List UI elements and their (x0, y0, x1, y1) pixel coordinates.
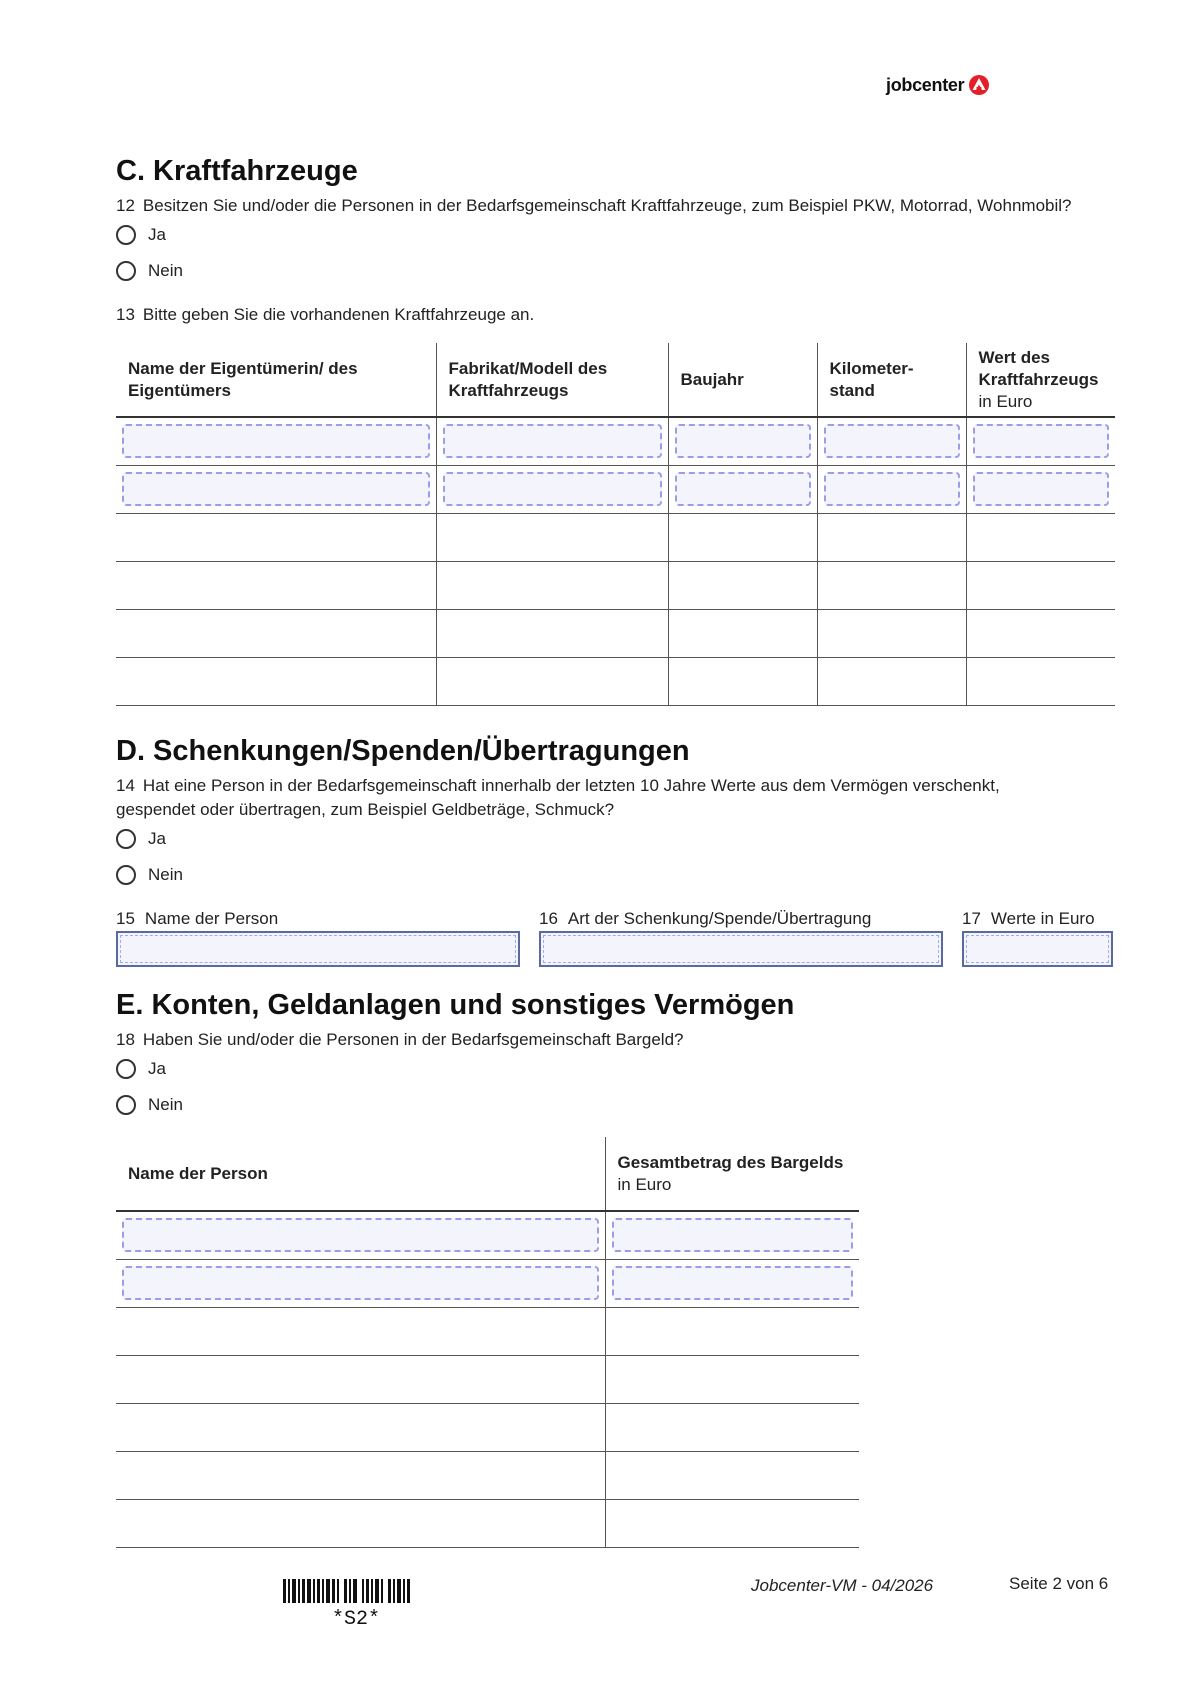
question-18: 18 Haben Sie und/oder die Personen in der Bedarfsgemeinschaft Bargeld? (116, 1030, 684, 1049)
section-d-title: D. Schenkungen/Spenden/Übertragungen (116, 735, 690, 767)
col-owner: Name der Eigentümerin/ des Eigentümers (116, 343, 436, 417)
vehicles-table (116, 343, 1115, 706)
section-e-title: E. Konten, Geldanlagen und sonstiges Vermögen (116, 989, 795, 1021)
q15-label: 15 Name der Person (116, 909, 279, 928)
col-mileage: Kilometer-stand (817, 343, 966, 417)
owner-input[interactable] (122, 472, 430, 506)
col-value: Wert des Kraftfahrzeugs in Euro (966, 343, 1115, 417)
table-row (116, 1259, 859, 1307)
question-13: 13 Bitte geben Sie die vorhandenen Kraftfahrzeuge an. (116, 305, 535, 324)
person-name-input[interactable] (122, 1266, 599, 1300)
section-c-title: C. Kraftfahrzeuge (116, 155, 358, 187)
donation-type-input[interactable] (539, 931, 943, 967)
col-cash-total: Gesamtbetrag des Bargelds in Euro (605, 1137, 859, 1211)
cash-total-input[interactable] (612, 1266, 854, 1300)
table-row (116, 513, 1115, 561)
table-row (116, 417, 1115, 465)
mileage-input[interactable] (824, 472, 960, 506)
table-row (116, 465, 1115, 513)
q16-label: 16 Art der Schenkung/Spende/Übertragung (539, 909, 872, 928)
jobcenter-logo-icon (968, 74, 990, 96)
barcode-text: *S2* (332, 1608, 381, 1631)
col-year: Baujahr (668, 343, 817, 417)
q17-label: 17 Werte in Euro (962, 909, 1095, 928)
table-row (116, 1499, 859, 1547)
table-row (116, 1403, 859, 1451)
radio-circle-icon[interactable] (116, 829, 136, 849)
q14-radio-ja[interactable]: Ja (116, 829, 166, 849)
cash-table (116, 1137, 859, 1548)
table-row (116, 1307, 859, 1355)
radio-circle-icon[interactable] (116, 1059, 136, 1079)
owner-input[interactable] (122, 424, 430, 458)
model-input[interactable] (443, 424, 662, 458)
question-14: 14 Hat eine Person in der Bedarfsgemeinschaft innerhalb der letzten 10 Jahre Werte aus dem Vermögen verschenkt, gespendet oder übertragen, zum Beispiel Geldbeträge, Schmuck? (116, 776, 1000, 819)
q12-radio-nein[interactable]: Nein (116, 261, 183, 281)
table-row (116, 609, 1115, 657)
person-name-input[interactable] (116, 931, 520, 967)
radio-circle-icon[interactable] (116, 1095, 136, 1115)
table-row (116, 561, 1115, 609)
radio-circle-icon[interactable] (116, 261, 136, 281)
table-row (116, 1211, 859, 1259)
q18-radio-ja[interactable]: Ja (116, 1059, 166, 1079)
cash-total-input[interactable] (612, 1218, 854, 1252)
col-model: Fabrikat/Modell des Kraftfahrzeugs (436, 343, 668, 417)
value-input[interactable] (973, 472, 1110, 506)
year-input[interactable] (675, 472, 811, 506)
table-row (116, 657, 1115, 705)
form-code: Jobcenter-VM - 04/2026 (751, 1576, 934, 1595)
question-12: 12 Besitzen Sie und/oder die Personen in der Bedarfsgemeinschaft Kraftfahrzeuge, zum Beispiel PKW, Motorrad, Wohnmobil? (116, 196, 1072, 215)
value-input[interactable] (973, 424, 1110, 458)
page-number: Seite 2 von 6 (1009, 1574, 1109, 1593)
barcode-icon (283, 1579, 412, 1603)
model-input[interactable] (443, 472, 662, 506)
donation-value-input[interactable] (962, 931, 1113, 967)
radio-circle-icon[interactable] (116, 225, 136, 245)
table-row (116, 1451, 859, 1499)
q12-radio-ja[interactable]: Ja (116, 225, 166, 245)
mileage-input[interactable] (824, 424, 960, 458)
radio-circle-icon[interactable] (116, 865, 136, 885)
table-row (116, 1355, 859, 1403)
year-input[interactable] (675, 424, 811, 458)
q14-radio-nein[interactable]: Nein (116, 865, 183, 885)
jobcenter-logo: jobcenter (886, 74, 990, 96)
col-person-name: Name der Person (116, 1137, 605, 1211)
person-name-input[interactable] (122, 1218, 599, 1252)
q18-radio-nein[interactable]: Nein (116, 1095, 183, 1115)
